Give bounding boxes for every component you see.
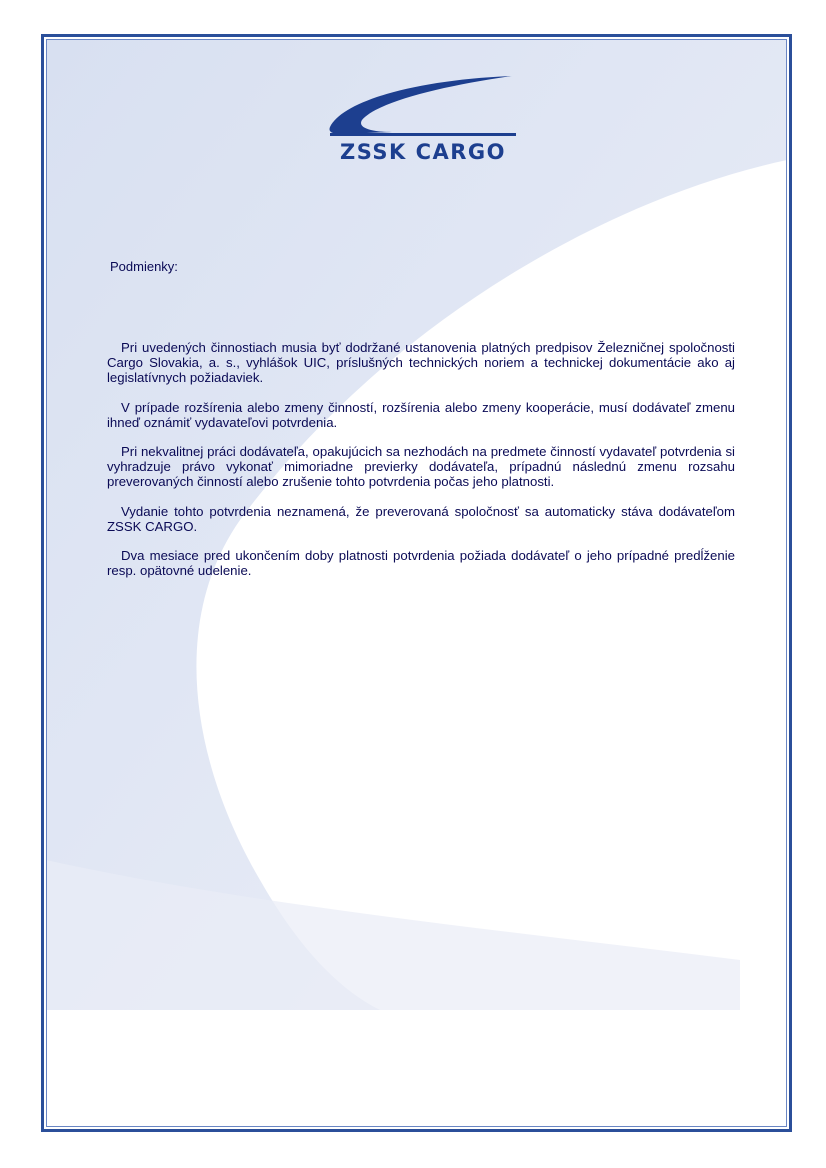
- paragraph-quality-audit: Pri nekvalitnej práci dodávateľa, opakujúcich sa nezhodách na predmete činností vydavateľ potvrdenia si vyhradzuje právo vykonať mimoriadne previerky dodávateľa, prípadnú následnú zmenu rozsahu preverovaných činností alebo zrušenie tohto potvrdenia počas jeho platnosti.: [107, 444, 735, 490]
- logo-brand-text: ZSSK CARGO: [339, 140, 507, 164]
- conditions-heading: Podmienky:: [110, 259, 178, 274]
- paragraph-regulations: Pri uvedených činnostiach musia byť dodržané ustanovenia platných predpisov Železničnej spoločnosti Cargo Slovakia, a. s., vyhlášok UIC, príslušných technických noriem a technickej dokumentácie ako aj legislatívnych požiadaviek.: [107, 340, 735, 386]
- paragraph-renewal: Dva mesiace pred ukončením doby platnosti potvrdenia požiada dodávateľ o jeho prípadné predĺženie resp. opätovné udelenie.: [107, 548, 735, 579]
- paragraph-change-notice: V prípade rozšírenia alebo zmeny činností, rozšírenia alebo zmeny kooperácie, musí dodávateľ zmenu ihneď oznámiť vydavateľovi potvrdenia.: [107, 399, 735, 430]
- paragraph-no-automatic-supplier: Vydanie tohto potvrdenia neznamená, že preverovaná spoločnosť sa automaticky stáva dodávateľom ZSSK CARGO.: [107, 503, 735, 534]
- conditions-body: [107, 340, 735, 592]
